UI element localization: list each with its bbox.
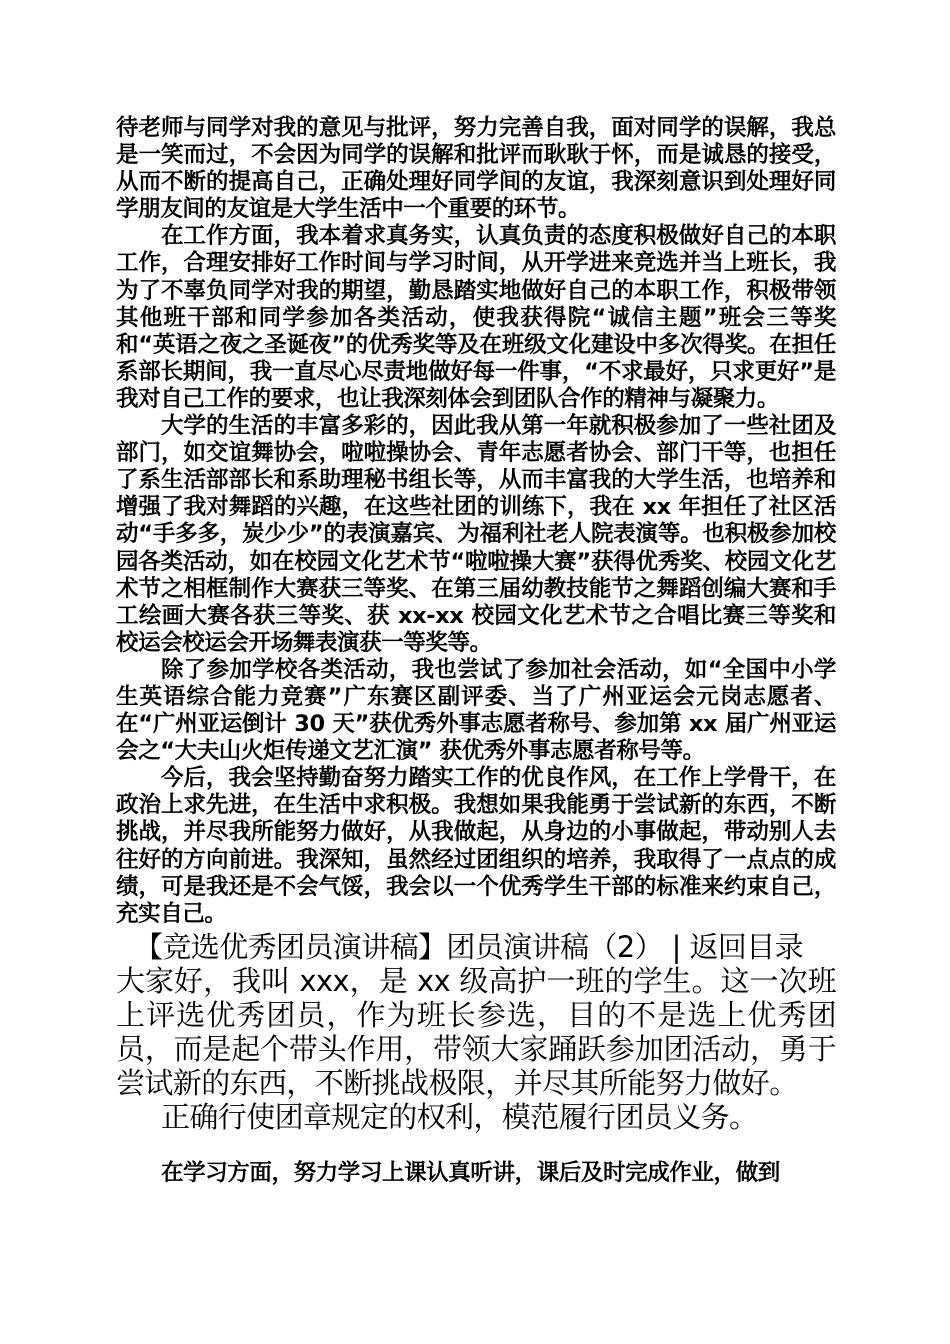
paragraph-3: 大学的生活的丰富多彩的，因此我从第一年就积极参加了一些社团及部门，如交谊舞协会，啦啦操协会、青年志愿者协会、部门干等，也担任了系生活部部长和系助理秘书组长等，从而丰富我的大学生活，也培养和增强了我对舞蹈的兴趣，在这些社团的训练下，我在 xx 年担任了社区活动“手多多，炭少少”的表演嘉宾、为福利社老人院表演等。也积极参加校园各类活动，如在校园文化艺术节“啦啦操大赛”获得优秀奖、校园文化艺术节之相框制作大赛获三等奖、在第三届幼教技能节之舞蹈创编大赛和手工绘画大赛各获三等奖、获 xx-xx 校园文化艺术节之合唱比赛三等奖和校运会校运会开场舞表演获一等奖等。 — [116, 413, 836, 656]
paragraph-5: 今后，我会坚持勤奋努力踏实工作的优良作风，在工作上学骨干，在政治上求先进，在生活中求积极。我想如果我能勇于尝试新的东西，不断挑战，并尽我所能努力做好，从我做起，从身边的小事做起，带动别人去往好的方向前进。我深知，虽然经过团组织的培养，我取得了一点点的成绩，可是我还是不会气馁，我会以一个优秀学生干部的标准来约束自己，充实自己。 — [116, 765, 836, 927]
intro-paragraph: 大家好，我叫 xxx，是 xx 级高护一班的学生。这一次班上评选优秀团员，作为班长参选，目的不是选上优秀团员，而是起个带头作用，带领大家踊跃参加团活动，勇于尝试新的东西，不断挑战极限，并尽其所能努力做好。 — [116, 963, 836, 1100]
regular-body — [116, 930, 836, 1134]
bold-body — [116, 115, 836, 928]
intro-line-2: 正确行使团章规定的权利，模范履行团员义务。 — [161, 1099, 758, 1134]
tail-paragraph: 在学习方面，努力学习上课认真听讲，课后及时完成作业，做到 — [161, 1159, 780, 1186]
document-page — [116, 115, 836, 1209]
paragraph-2: 在工作方面，我本着求真务实，认真负责的态度积极做好自己的本职工作，合理安排好工作时间与学习时间，从开学进来竞选并当上班长，我为了不辜负同学对我的期望，勤恳踏实地做好自己的本职工作，积极带领其他班干部和同学参加各类活动，使我获得院“诚信主题”班会三等奖和“英语之夜之圣诞夜”的优秀奖等及在班级文化建设中多次得奖。在担任系部长期间，我一直尽心尽责地做好每一件事，“不求最好，只求更好”是我对自己工作的要求，也让我深刻体会到团队合作的精神与凝聚力。 — [116, 223, 836, 412]
section-heading: 【竞选优秀团员演讲稿】团员演讲稿（2） | 返回目录 — [134, 929, 804, 964]
paragraph-1: 待老师与同学对我的意见与批评，努力完善自我，面对同学的误解，我总是一笑而过，不会因为同学的误解和批评而耿耿于怀，而是诚恳的接受，从而不断的提高自己，正确处理好同学间的友谊，我深刻意识到处理好同学朋友间的友谊是大学生活中一个重要的环节。 — [116, 115, 836, 223]
paragraph-4: 除了参加学校各类活动，我也尝试了参加社会活动，如“全国中小学生英语综合能力竞赛”广东赛区副评委、当了广州亚运会元岗志愿者、在“广州亚运倒计 30 天”获优秀外事志愿者称号、参加第 xx 届广州亚运会之“大夫山火炬传递文艺汇演” 获优秀外事志愿者称号等。 — [116, 656, 836, 765]
